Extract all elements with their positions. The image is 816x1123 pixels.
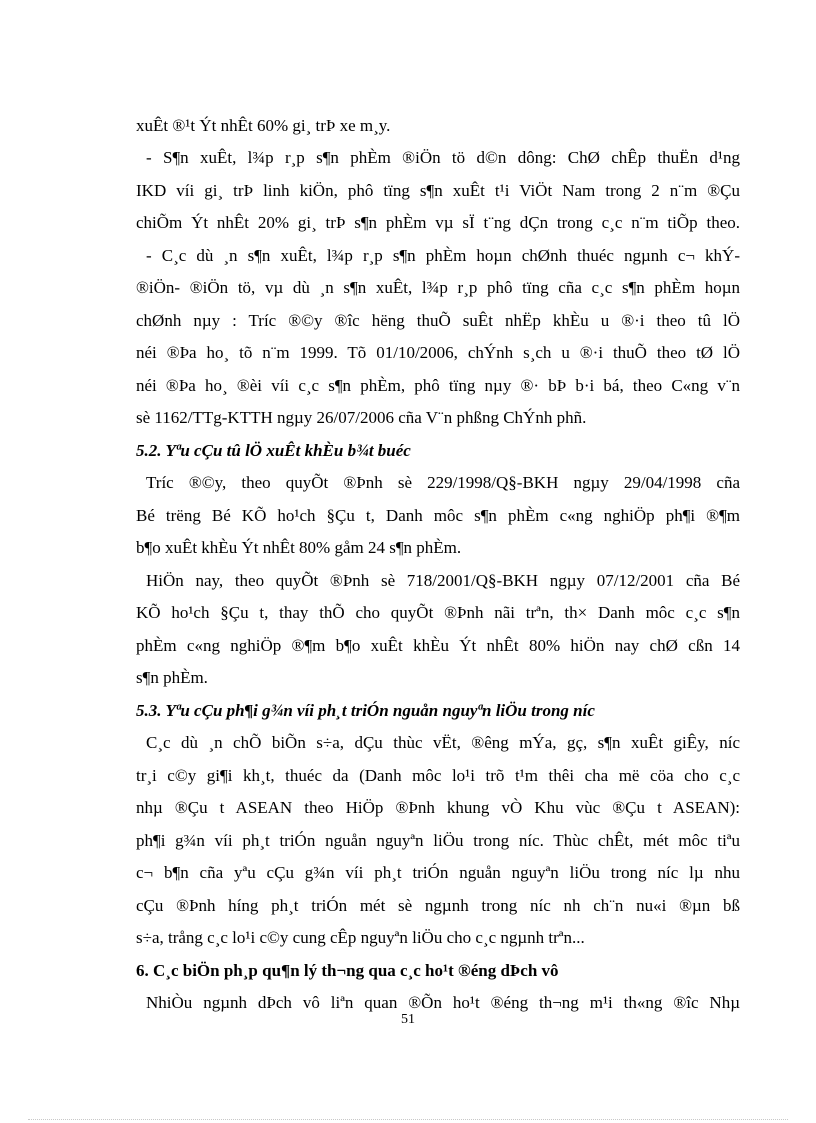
text-line: - C¸c dù ¸n s¶n xuÊt, l¾p r¸p s¶n phÈm hoµn chØnh thuéc ngµnh c¬ khÝ-: [146, 246, 740, 265]
page-bottom-rule: [28, 1119, 788, 1120]
text-line: IKD víi gi¸ trÞ linh kiÖn, phô tïng s¶n xuÊt t¹i ViÖt Nam trong 2 n¨m ®Çu: [136, 181, 740, 200]
text-line: nhµ ®Çu t ASEAN theo HiÖp ®Þnh khung vÒ Khu vùc ®Çu t ASEAN):: [136, 798, 740, 817]
section-heading-5-2: 5.2. Yªu cÇu tû lÖ xuÊt khÈu b¾t buéc: [136, 441, 411, 460]
text-line: ph¶i g¾n víi ph¸t triÓn nguån nguyªn liÖu trong níc. Thùc chÊt, mét môc tiªu: [136, 831, 740, 850]
text-line: ®iÖn- ®iÖn tö, vµ dù ¸n s¶n xuÊt, l¾p r¸p phô tïng cña c¸c s¶n phÈm hoµn: [136, 278, 740, 297]
text-line: chiÕm Ýt nhÊt 20% gi¸ trÞ s¶n phÈm vµ sÏ t¨ng dÇn trong c¸c n¨m tiÕp theo.: [136, 213, 740, 232]
text-line: Tríc ®©y, theo quyÕt ®Þnh sè 229/1998/Q§-BKH ngµy 29/04/1998 cña: [146, 473, 740, 492]
text-line: phÈm c«ng nghiÖp ®¶m b¶o xuÊt khÈu Ýt nhÊt 80% hiÖn nay chØ cßn 14: [136, 636, 740, 655]
section-heading-6: 6. C¸c biÖn ph¸p qu¶n lý th¬ng qua c¸c ho¹t ®éng dÞch vô: [136, 961, 559, 980]
text-line: chØnh nµy : Tríc ®©y ®îc hëng thuÕ suÊt nhËp khÈu u ®·i theo tû lÖ: [136, 311, 740, 330]
text-line: néi ®Þa ho¸ tõ n¨m 1999. Tõ 01/10/2006, chÝnh s¸ch u ®·i thuÕ theo tØ lÖ: [136, 343, 740, 362]
page-number: 51: [401, 1012, 415, 1027]
text-line: s¶n phÈm.: [136, 668, 208, 687]
text-line: HiÖn nay, theo quyÕt ®Þnh sè 718/2001/Q§-BKH ngµy 07/12/2001 cña Bé: [146, 571, 740, 590]
text-line: c¬ b¶n cña yªu cÇu g¾n víi ph¸t triÓn nguån nguyªn liÖu trong níc lµ nhu: [136, 863, 740, 882]
text-line: b¶o xuÊt khÈu Ýt nhÊt 80% gåm 24 s¶n phÈm.: [136, 538, 462, 557]
text-line: - S¶n xuÊt, l¾p r¸p s¶n phÈm ®iÖn tö d©n dông: ChØ chÊp thuËn d¹ng: [146, 148, 740, 167]
text-line: NhiÒu ngµnh dÞch vô liªn quan ®Õn ho¹t ®éng th¬ng m¹i th«ng ®îc Nhµ: [146, 993, 740, 1012]
text-line: KÕ ho¹ch §Çu t, thay thÕ cho quyÕt ®Þnh nãi trªn, th× Danh môc c¸c s¶n: [136, 603, 740, 622]
text-line: tr¸i c©y gi¶i kh¸t, thuéc da (Danh môc lo¹i trõ t¹m thêi cha më cöa cho c¸c: [136, 766, 740, 785]
text-line: cÇu ®Þnh híng ph¸t triÓn mét sè ngµnh trong níc nh ch¨n nu«i ®µn bß: [136, 896, 740, 915]
section-heading-5-3: 5.3. Yªu cÇu ph¶i g¾n víi ph¸t triÓn nguån nguyªn liÖu trong níc: [136, 701, 595, 720]
text-line: Bé trëng Bé KÕ ho¹ch §Çu t, Danh môc s¶n phÈm c«ng nghiÖp ph¶i ®¶m: [136, 506, 740, 525]
text-line: xuÊt ®¹t Ýt nhÊt 60% gi¸ trÞ xe m¸y.: [136, 116, 391, 135]
text-line: s÷a, trång c¸c lo¹i c©y cung cÊp nguyªn liÖu cho c¸c ngµnh trªn...: [136, 928, 585, 947]
text-line: C¸c dù ¸n chÕ biÕn s÷a, dÇu thùc vËt, ®êng mÝa, gç, s¶n xuÊt giÊy, níc: [146, 733, 740, 752]
text-line: néi ®Þa ho¸ ®èi víi c¸c s¶n phÈm, phô tïng nµy ®· bÞ b·i bá, theo C«ng v¨n: [136, 376, 740, 395]
text-line: sè 1162/TTg-KTTH ngµy 26/07/2006 cña V¨n phßng ChÝnh phñ.: [136, 408, 587, 427]
